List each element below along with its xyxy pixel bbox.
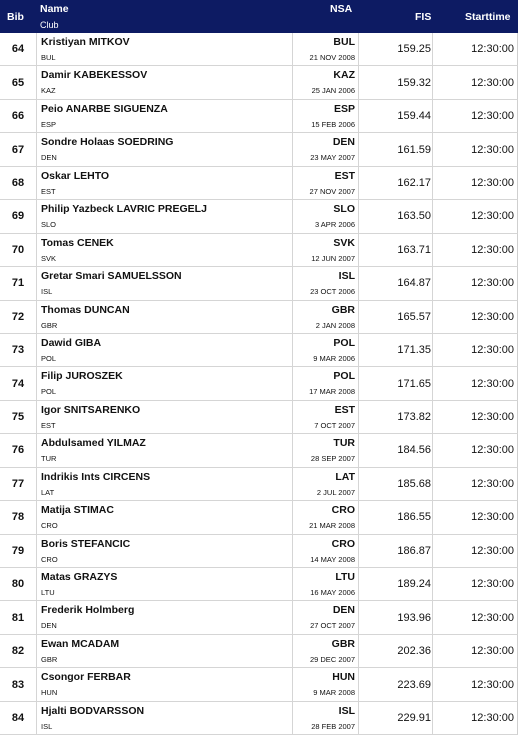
start-time: 12:30:00 [471,143,514,156]
bib-number: 69 [11,210,25,223]
athlete-name: Gretar Smari SAMUELSSON [41,270,182,283]
nsa-code: DEN [332,136,355,149]
fis-points: 223.69 [357,668,433,700]
athlete-name: Csongor FERBAR [41,671,131,684]
athlete-name: Ewan MCADAM [41,637,120,650]
name-cell [36,200,293,232]
table-row [0,200,518,233]
club-code: SLO [41,220,57,230]
table-row [0,234,518,267]
nsa-cell [292,367,359,399]
birth-date: 27 NOV 2007 [309,186,355,196]
table-header [0,0,518,33]
club-code: BUL [41,53,56,62]
athlete-name: Matija STIMAC [41,504,114,517]
nsa-code: TUR [333,437,355,450]
nsa-column-header: NSA [330,3,353,15]
nsa-cell [292,568,359,600]
start-time: 12:30:00 [471,210,514,223]
fis-points: 163.71 [357,234,433,266]
table-row [0,501,518,534]
table-row [0,33,518,66]
bib-number: 82 [11,645,25,658]
nsa-code: BUL [333,36,355,48]
nsa-code: ISL [338,704,355,717]
name-cell [36,568,293,600]
fis-points: 163.50 [357,200,433,232]
nsa-cell [292,434,359,466]
name-cell [36,501,293,533]
club-code: LAT [41,487,55,497]
fis-points: 159.32 [357,66,433,98]
fis-points: 159.44 [357,100,433,132]
bib-number: 77 [11,477,25,490]
nsa-code: LTU [335,571,355,583]
bib-number: 73 [11,344,25,357]
fis-points: 186.87 [357,535,433,567]
athlete-name: Igor SNITSARENKO [41,403,141,416]
table-row [0,468,518,501]
nsa-cell [292,601,359,633]
nsa-code: SVK [333,236,355,249]
table-row [0,66,518,99]
athlete-name: Hjalti BODVARSSON [41,704,145,717]
fis-points: 193.96 [357,601,433,633]
club-code: POL [41,353,57,363]
bib-number: 70 [11,243,25,256]
start-time: 12:30:00 [471,411,514,424]
birth-date: 12 JUN 2007 [311,253,355,263]
table-row [0,367,518,400]
nsa-code: LAT [335,470,355,483]
bib-column-header: Bib [7,11,24,23]
start-time: 12:30:00 [471,544,514,557]
bib-number: 68 [11,176,25,189]
fis-points: 185.68 [357,468,433,500]
nsa-cell [292,401,359,433]
nsa-cell [292,267,359,299]
name-cell [36,635,293,667]
athlete-name: Philip Yazbeck LAVRIC PREGELJ [41,203,207,216]
birth-date: 25 JAN 2006 [311,86,355,96]
nsa-cell [292,33,359,65]
start-time: 12:30:00 [471,176,514,189]
nsa-cell [292,668,359,700]
start-time: 12:30:00 [471,711,514,724]
bib-number: 65 [11,76,25,89]
name-cell [36,133,293,165]
athlete-name: Frederik Holmberg [41,604,135,617]
athlete-name: Abdulsamed YILMAZ [41,437,146,450]
start-time: 12:30:00 [471,43,514,56]
fis-points: 189.24 [357,568,433,600]
birth-date: 15 FEB 2006 [311,119,355,129]
club-code: EST [41,186,56,196]
bib-number: 75 [11,411,25,424]
start-time: 12:30:00 [471,611,514,624]
start-time: 12:30:00 [471,645,514,658]
fis-points: 165.57 [357,301,433,333]
club-code: GBR [41,654,58,664]
nsa-code: POL [333,336,355,349]
bib-number: 83 [11,678,25,691]
athlete-name: Sondre Holaas SOEDRING [41,136,174,149]
fis-points: 162.17 [357,167,433,199]
fis-column-header: FIS [415,11,432,23]
birth-date: 21 NOV 2008 [309,53,355,62]
table-row [0,401,518,434]
name-cell [36,100,293,132]
birth-date: 27 OCT 2007 [310,621,355,631]
club-code: ISL [41,721,53,731]
birth-date: 16 MAY 2006 [310,588,355,597]
birth-date: 21 MAR 2008 [309,521,355,531]
table-row [0,568,518,601]
birth-date: 28 FEB 2007 [311,721,355,731]
birth-date: 14 MAY 2008 [310,554,355,564]
club-code: LTU [41,588,55,597]
athlete-name: Oskar LEHTO [41,169,110,182]
club-code: KAZ [41,86,56,96]
fis-points: 161.59 [357,133,433,165]
nsa-code: POL [333,370,355,383]
table-row [0,167,518,200]
nsa-cell [292,200,359,232]
nsa-cell [292,100,359,132]
athlete-name: Damir KABEKESSOV [41,69,148,82]
athlete-name: Peio ANARBE SIGUENZA [41,102,168,115]
name-cell [36,468,293,500]
club-code: HUN [41,688,58,698]
nsa-code: CRO [331,504,355,517]
name-cell [36,234,293,266]
nsa-code: SLO [333,203,355,216]
nsa-code: GBR [331,303,355,316]
fis-points: 184.56 [357,434,433,466]
nsa-cell [292,468,359,500]
nsa-cell [292,301,359,333]
nsa-code: GBR [331,637,355,650]
fis-points: 229.91 [357,702,433,734]
birth-date: 29 DEC 2007 [309,654,355,664]
name-cell [36,367,293,399]
nsa-code: DEN [332,604,355,617]
nsa-code: HUN [332,671,355,684]
fis-points: 186.55 [357,501,433,533]
table-body [0,33,518,735]
fis-points: 159.25 [357,33,433,65]
name-cell [36,301,293,333]
table-row [0,601,518,634]
start-time: 12:30:00 [471,76,514,89]
nsa-cell [292,334,359,366]
name-column-header: Name [40,3,69,15]
table-row [0,301,518,334]
nsa-code: EST [334,169,355,182]
start-time: 12:30:00 [471,277,514,290]
name-cell [36,535,293,567]
club-code: SVK [41,253,57,263]
bib-number: 78 [11,511,25,524]
birth-date: 2 JUL 2007 [316,487,355,497]
fis-points: 164.87 [357,267,433,299]
name-cell [36,401,293,433]
club-code: DEN [41,153,57,163]
fis-points: 202.36 [357,635,433,667]
athlete-name: Dawid GIBA [41,336,102,349]
nsa-code: KAZ [333,69,355,82]
club-code: EST [41,420,56,430]
club-code: CRO [41,554,58,564]
table-row [0,434,518,467]
nsa-cell [292,702,359,734]
birth-date: 23 MAY 2007 [310,153,355,163]
athlete-name: Matas GRAZYS [41,571,118,583]
start-time: 12:30:00 [471,344,514,357]
birth-date: 7 OCT 2007 [314,420,355,430]
bib-number: 79 [11,544,25,557]
start-time: 12:30:00 [471,477,514,490]
bib-number: 74 [11,377,25,390]
name-cell [36,66,293,98]
name-cell [36,668,293,700]
athlete-name: Thomas DUNCAN [41,303,130,316]
club-code: POL [41,387,57,397]
fis-points: 173.82 [357,401,433,433]
name-cell [36,334,293,366]
birth-date: 28 SEP 2007 [310,454,355,464]
bib-number: 64 [11,43,25,56]
bib-number: 84 [11,711,25,724]
birth-date: 9 MAR 2006 [313,353,355,363]
nsa-cell [292,234,359,266]
birth-date: 3 APR 2006 [314,220,355,230]
birth-date: 2 JAN 2008 [315,320,355,330]
nsa-code: CRO [331,537,355,550]
fis-points: 171.65 [357,367,433,399]
nsa-cell [292,501,359,533]
club-code: ESP [41,119,57,129]
nsa-cell [292,133,359,165]
fis-points: 171.35 [357,334,433,366]
bib-number: 72 [11,310,25,323]
bib-number: 67 [11,143,25,156]
nsa-cell [292,535,359,567]
starttime-column-header: Starttime [465,11,511,23]
bib-number: 80 [11,578,25,591]
start-time: 12:30:00 [471,511,514,524]
nsa-cell [292,66,359,98]
table-row [0,702,518,735]
table-row [0,635,518,668]
nsa-code: ESP [333,102,355,115]
athlete-name: Filip JUROSZEK [41,370,123,383]
table-row [0,334,518,367]
nsa-cell [292,167,359,199]
athlete-name: Boris STEFANCIC [41,537,131,550]
nsa-code: EST [334,403,355,416]
athlete-name: Indrikis Ints CIRCENS [41,470,151,483]
start-time: 12:30:00 [471,578,514,591]
table-row [0,133,518,166]
table-row [0,100,518,133]
club-code: ISL [41,287,53,297]
bib-number: 66 [11,110,25,123]
name-cell [36,267,293,299]
club-code: DEN [41,621,57,631]
name-cell [36,601,293,633]
name-cell [36,33,293,65]
start-time: 12:30:00 [471,444,514,457]
athlete-name: Kristiyan MITKOV [41,36,130,48]
bib-number: 71 [11,277,25,290]
club-code: GBR [41,320,58,330]
start-time: 12:30:00 [471,310,514,323]
club-column-header: Club [40,20,59,30]
name-cell [36,167,293,199]
table-row [0,535,518,568]
club-code: CRO [41,521,58,531]
birth-date: 23 OCT 2006 [310,287,355,297]
bib-number: 76 [11,444,25,457]
start-time: 12:30:00 [471,243,514,256]
nsa-cell [292,635,359,667]
name-cell [36,702,293,734]
table-row [0,267,518,300]
birth-date: 17 MAR 2008 [309,387,355,397]
table-row [0,668,518,701]
name-cell [36,434,293,466]
birth-date: 9 MAR 2008 [313,688,355,698]
bib-number: 81 [11,611,25,624]
club-code: TUR [41,454,57,464]
athlete-name: Tomas CENEK [41,236,114,249]
start-time: 12:30:00 [471,110,514,123]
nsa-code: ISL [338,270,355,283]
start-time: 12:30:00 [471,377,514,390]
start-time: 12:30:00 [471,678,514,691]
